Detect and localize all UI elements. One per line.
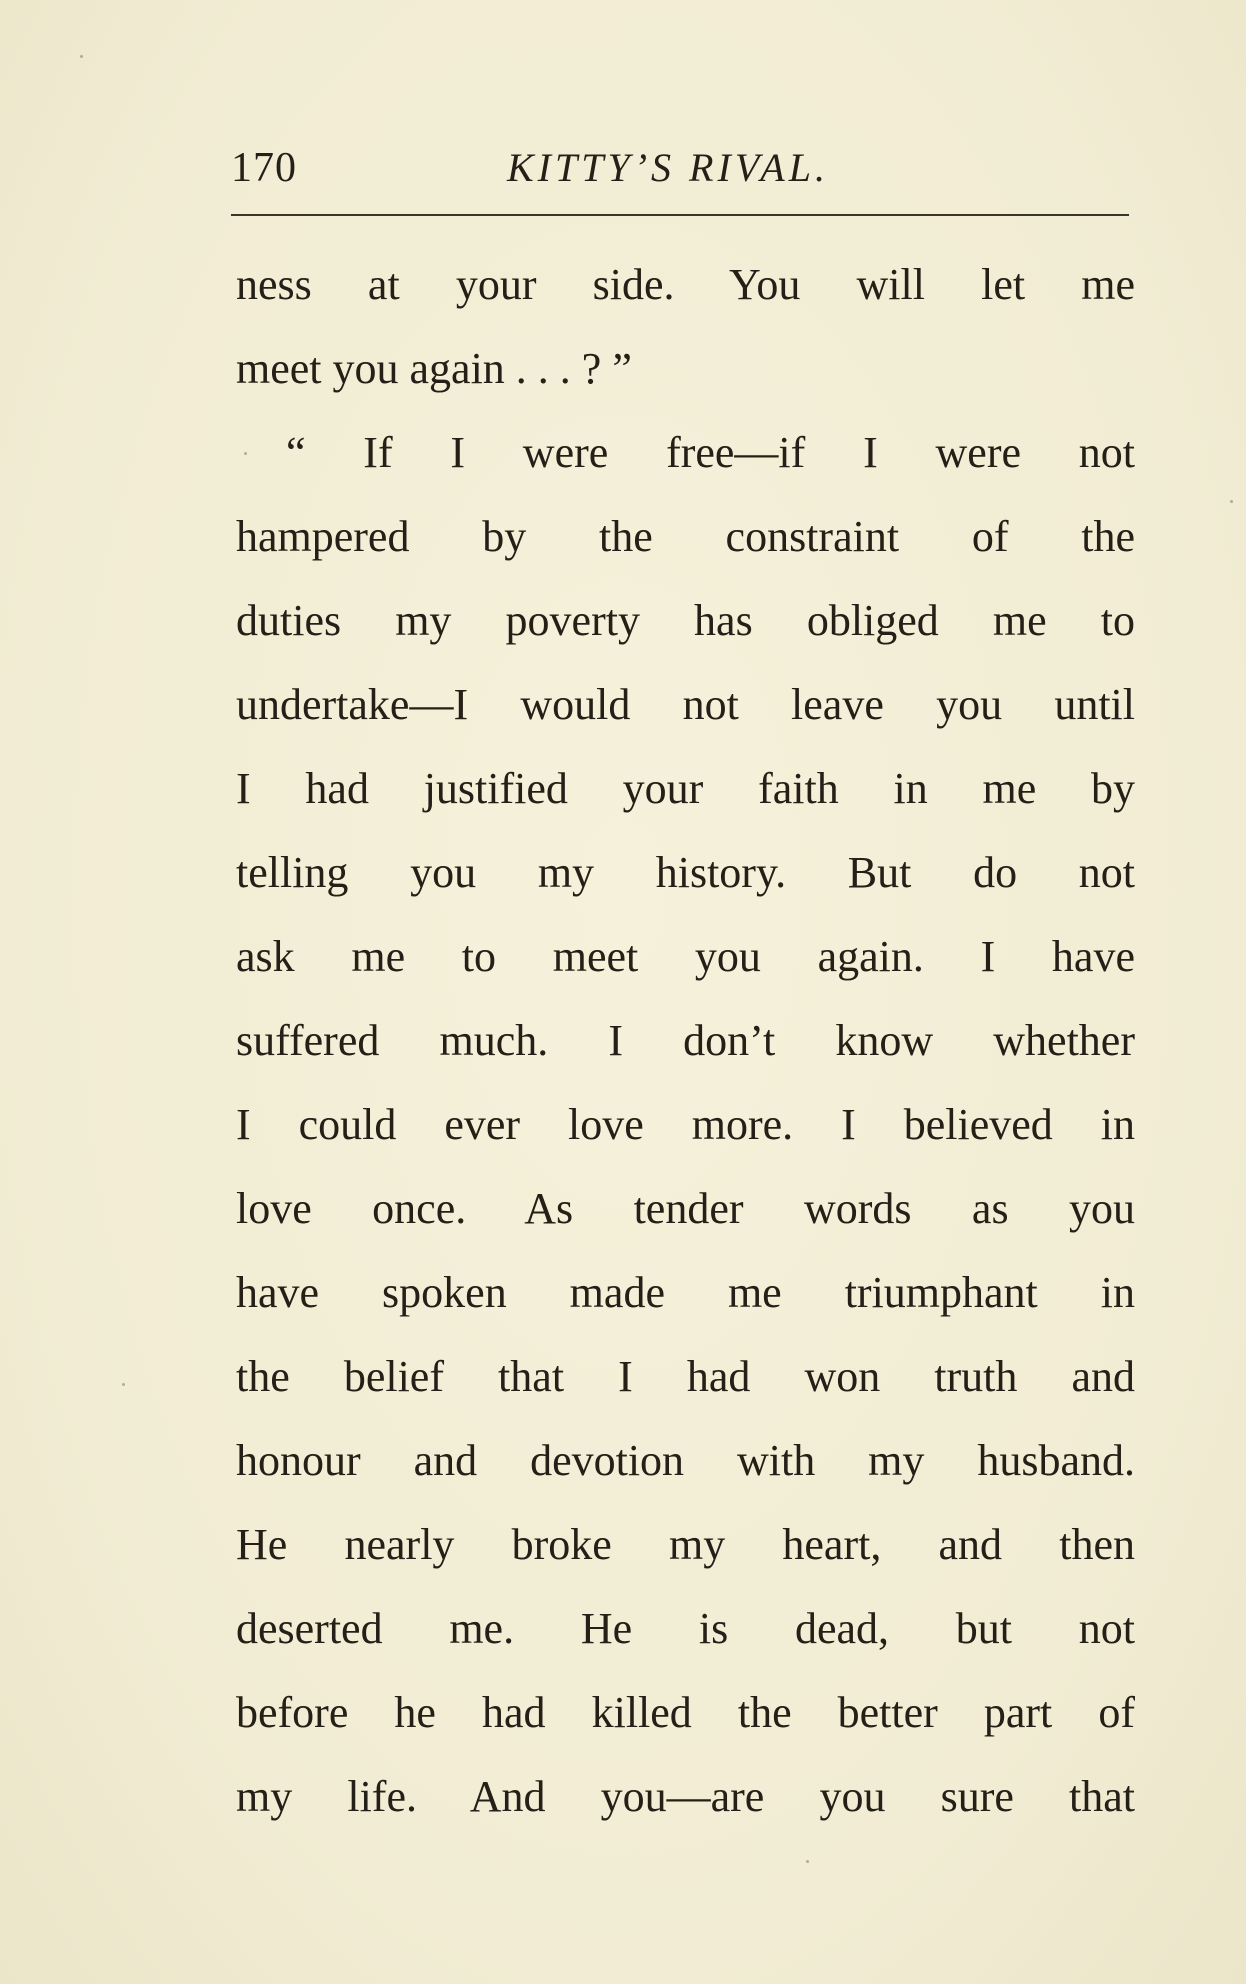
body-text — [236, 243, 1135, 1839]
text-line: duties my poverty has obliged me to — [236, 596, 1135, 645]
text-line: have spoken made me triumphant in — [236, 1268, 1135, 1317]
header-rule — [231, 214, 1129, 216]
text-line: before he had killed the better part of — [236, 1688, 1135, 1737]
text-line: the belief that I had won truth and — [236, 1352, 1135, 1401]
text-line: my life. And you—are you sure that — [236, 1772, 1135, 1821]
page-number: 170 — [231, 145, 297, 191]
text-line: He nearly broke my heart, and then — [236, 1520, 1135, 1569]
paper-speck — [1230, 500, 1233, 503]
text-line: suffered much. I don’t know whether — [236, 1016, 1135, 1065]
text-line: hampered by the constraint of the — [236, 512, 1135, 561]
paper-speck — [80, 55, 83, 58]
text-line: deserted me. He is dead, but not — [236, 1604, 1135, 1653]
text-line: honour and devotion with my husband. — [236, 1436, 1135, 1485]
text-line: undertake—I would not leave you until — [236, 680, 1135, 729]
paper-speck — [806, 1860, 809, 1863]
running-title: KITTY’S RIVAL. — [507, 145, 829, 190]
paper-speck — [244, 452, 247, 455]
paper-speck — [122, 1383, 125, 1386]
text-line: ness at your side. You will let me — [236, 260, 1135, 309]
text-line: telling you my history. But do not — [236, 848, 1135, 897]
text-line: meet you again . . . ? ” — [236, 344, 632, 393]
page-header — [231, 138, 1131, 198]
text-line: ask me to meet you again. I have — [236, 932, 1135, 981]
text-line: I had justified your faith in me by — [236, 764, 1135, 813]
text-line: I could ever love more. I believed in — [236, 1100, 1135, 1149]
text-line: “ If I were free—if I were not — [286, 428, 1135, 477]
text-line: love once. As tender words as you — [236, 1184, 1135, 1233]
